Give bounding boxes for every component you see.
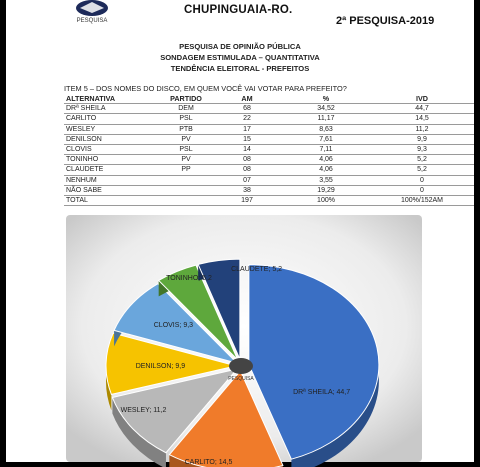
- subtitle-line-1: PESQUISA DE OPINIÃO PÚBLICA: [179, 42, 301, 51]
- pie-slice-label: DENILSON; 9,9: [135, 363, 186, 370]
- table-cell: 5,2: [370, 165, 474, 175]
- table-cell: PV: [160, 155, 212, 165]
- table-cell: [160, 175, 212, 185]
- table-row: [64, 155, 474, 165]
- table-cell: [160, 196, 212, 206]
- table-cell: %: [282, 94, 370, 104]
- question-text: ITEM 5 – DOS NOMES DO DISCO, EM QUEM VOCÊ VAI VOTAR PARA PREFEITO?: [64, 84, 347, 93]
- table-cell: 100%: [282, 196, 370, 206]
- pie-slice-label: CLOVIS; 9,3: [153, 322, 194, 329]
- table-row: [64, 175, 474, 185]
- table-row: [64, 104, 474, 114]
- table-cell: ALTERNATIVA: [64, 94, 160, 104]
- table-cell: 8,63: [282, 124, 370, 134]
- table-cell: 17: [212, 124, 282, 134]
- pie-chart: [66, 215, 422, 466]
- table-cell: 22: [212, 114, 282, 124]
- table-cell: 19,29: [282, 185, 370, 195]
- table-cell: 0: [370, 175, 474, 185]
- table-cell: 4,06: [282, 155, 370, 165]
- table-header-row: [64, 94, 474, 104]
- results-table: [64, 94, 474, 206]
- table-cell: 9,3: [370, 145, 474, 155]
- table-cell: 7,11: [282, 145, 370, 155]
- center-logo-text: PESQUISA: [228, 376, 254, 382]
- pie-slice-label: DRª SHEILA; 44,7: [293, 389, 351, 396]
- table-cell: 68: [212, 104, 282, 114]
- table-cell: NÃO SABE: [64, 185, 160, 195]
- table-row: [64, 114, 474, 124]
- table-cell: 34,52: [282, 104, 370, 114]
- table-row: [64, 185, 474, 195]
- pie-slice-label: WESLEY; 11,2: [120, 407, 167, 414]
- table-cell: 07: [212, 175, 282, 185]
- pie-chart-svg: [66, 215, 422, 466]
- logo-text: PESQUISA: [76, 18, 108, 24]
- table-cell: NENHUM: [64, 175, 160, 185]
- table-cell: 08: [212, 165, 282, 175]
- table-cell: AM: [212, 94, 282, 104]
- table-row: [64, 134, 474, 144]
- table-cell: PSL: [160, 114, 212, 124]
- table-cell: 5,2: [370, 155, 474, 165]
- table-cell: 08: [212, 155, 282, 165]
- table-cell: 14: [212, 145, 282, 155]
- table-cell: 100%/152AM: [370, 196, 474, 206]
- subtitle-line-2: SONDAGEM ESTIMULADA – QUANTITATIVA: [160, 53, 320, 62]
- table-cell: CARLITO: [64, 114, 160, 124]
- table-cell: 15: [212, 134, 282, 144]
- table-cell: 3,55: [282, 175, 370, 185]
- table-cell: WESLEY: [64, 124, 160, 134]
- institute-logo: [66, 0, 118, 24]
- table-cell: 4,06: [282, 165, 370, 175]
- pie-slice-label: CARLITO; 14,5: [184, 459, 233, 466]
- table-cell: 0: [370, 185, 474, 195]
- document-page: [6, 0, 474, 466]
- subtitle-line-3: TENDÊNCIA ELEITORAL - PREFEITOS: [170, 64, 310, 73]
- table-cell: TONINHO: [64, 155, 160, 165]
- pie-slice-label: TONINHO; 5,2: [166, 275, 212, 282]
- table-cell: 14,5: [370, 114, 474, 124]
- table-cell: TOTAL: [64, 196, 160, 206]
- table-cell: 44,7: [370, 104, 474, 114]
- table-cell: PTB: [160, 124, 212, 134]
- table-cell: PP: [160, 165, 212, 175]
- table-cell: 7,61: [282, 134, 370, 144]
- table-cell: DENILSON: [64, 134, 160, 144]
- table-row: [64, 145, 474, 155]
- edition-label: 2ª PESQUISA-2019: [336, 15, 435, 27]
- table-cell: 197: [212, 196, 282, 206]
- table-row: [64, 196, 474, 206]
- pie-slice-label: CLAUDETE; 5,2: [231, 266, 283, 273]
- table-cell: PV: [160, 134, 212, 144]
- page-title: CHUPINGUAIA-RO.: [184, 4, 293, 16]
- table-cell: 11,2: [370, 124, 474, 134]
- table-cell: CLAUDETE: [64, 165, 160, 175]
- table-row: [64, 124, 474, 134]
- center-logo: [228, 358, 254, 382]
- table-cell: PARTIDO: [160, 94, 212, 104]
- table-cell: 11,17: [282, 114, 370, 124]
- table-row: [64, 165, 474, 175]
- table-cell: DEM: [160, 104, 212, 114]
- table-cell: [160, 185, 212, 195]
- table-cell: 38: [212, 185, 282, 195]
- table-cell: 9,9: [370, 134, 474, 144]
- table-cell: DRª SHEILA: [64, 104, 160, 114]
- table-cell: PSL: [160, 145, 212, 155]
- table-cell: IVD: [370, 94, 474, 104]
- table-cell: CLOVIS: [64, 145, 160, 155]
